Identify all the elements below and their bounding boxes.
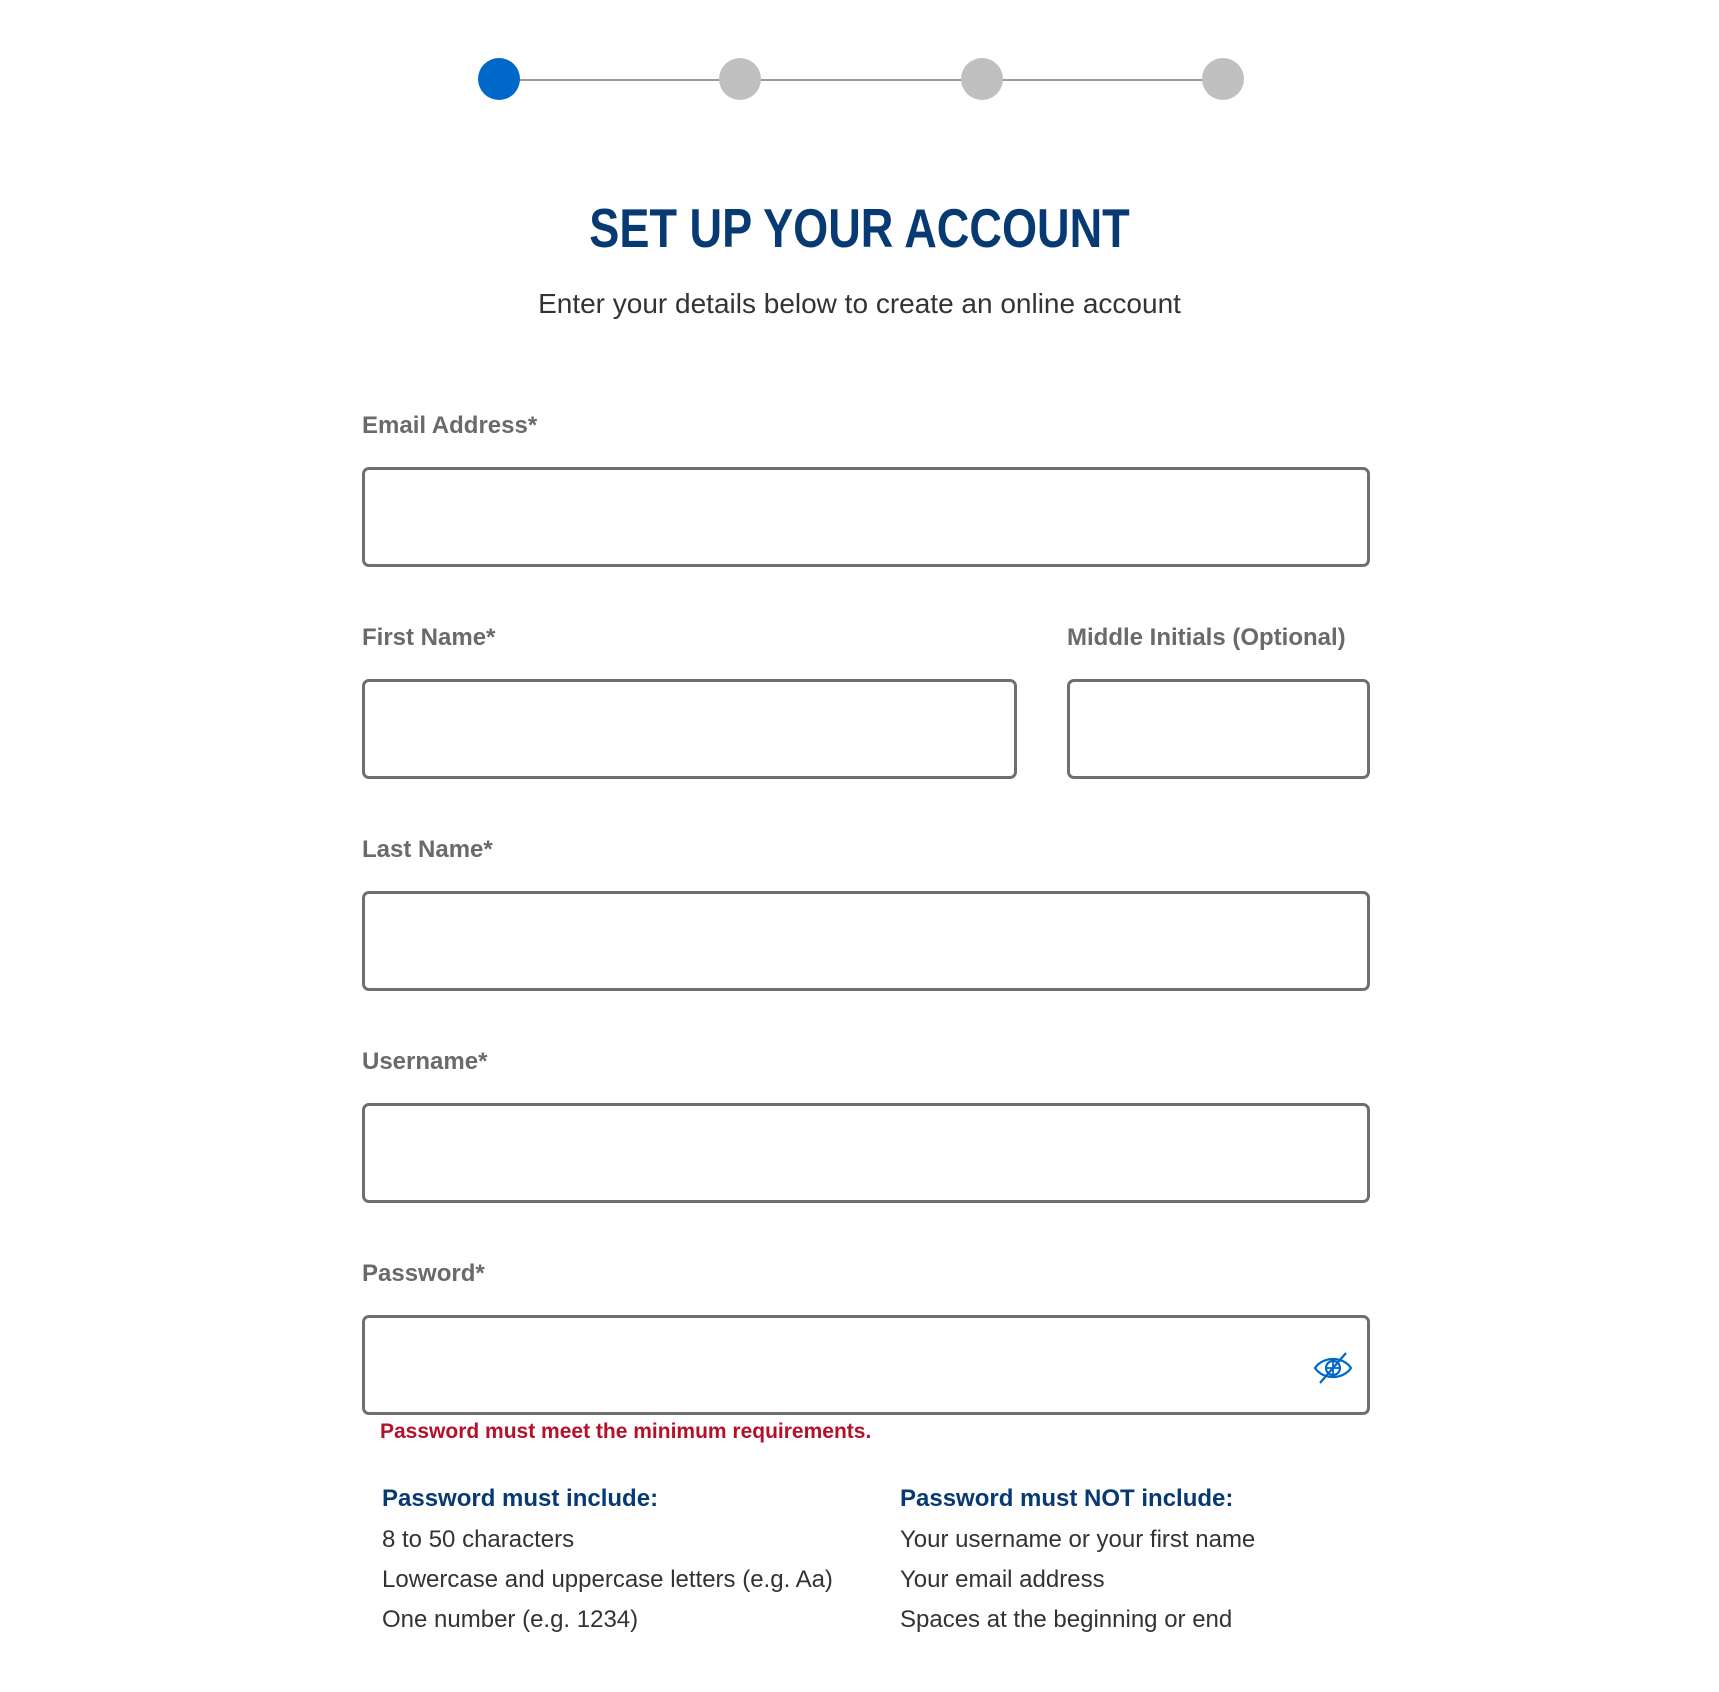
must-not-include-item: Your username or your first name xyxy=(900,1526,1256,1553)
page-subtitle: Enter your details below to create an online account xyxy=(538,288,1181,319)
first-name-field[interactable] xyxy=(362,679,1017,779)
first-name-input[interactable] xyxy=(365,682,1014,776)
page-title: SET UP YOUR ACCOUNT xyxy=(589,197,1130,259)
eye-hidden-icon[interactable] xyxy=(1313,1350,1353,1386)
step-3-indicator xyxy=(961,58,1003,100)
email-field[interactable] xyxy=(362,467,1370,567)
password-error-message: Password must meet the minimum requirements. xyxy=(380,1420,872,1443)
middle-initials-input[interactable] xyxy=(1070,682,1367,776)
step-1-indicator xyxy=(478,58,520,100)
first-name-label: First Name* xyxy=(362,624,496,651)
username-field[interactable] xyxy=(362,1103,1370,1203)
username-input[interactable] xyxy=(365,1106,1367,1200)
must-not-include-heading: Password must NOT include: xyxy=(900,1485,1234,1512)
must-include-item: 8 to 50 characters xyxy=(382,1526,575,1553)
progress-stepper xyxy=(478,58,1244,100)
email-input[interactable] xyxy=(365,470,1367,564)
middle-initials-label: Middle Initials (Optional) xyxy=(1067,624,1346,651)
step-4-indicator xyxy=(1202,58,1244,100)
username-label: Username* xyxy=(362,1048,488,1075)
must-not-include-item: Your email address xyxy=(900,1566,1105,1593)
last-name-label: Last Name* xyxy=(362,836,493,863)
password-input[interactable] xyxy=(365,1318,1367,1412)
must-not-include-item: Spaces at the beginning or end xyxy=(900,1606,1233,1633)
password-label: Password* xyxy=(362,1260,485,1287)
must-include-item: Lowercase and uppercase letters (e.g. Aa) xyxy=(382,1566,833,1593)
email-label: Email Address* xyxy=(362,412,538,439)
middle-initials-field[interactable] xyxy=(1067,679,1370,779)
must-include-heading: Password must include: xyxy=(382,1485,659,1512)
last-name-field[interactable] xyxy=(362,891,1370,991)
must-include-item: One number (e.g. 1234) xyxy=(382,1606,639,1633)
last-name-input[interactable] xyxy=(365,894,1367,988)
password-field[interactable] xyxy=(362,1315,1370,1415)
stepper-line xyxy=(498,79,1224,81)
step-2-indicator xyxy=(719,58,761,100)
